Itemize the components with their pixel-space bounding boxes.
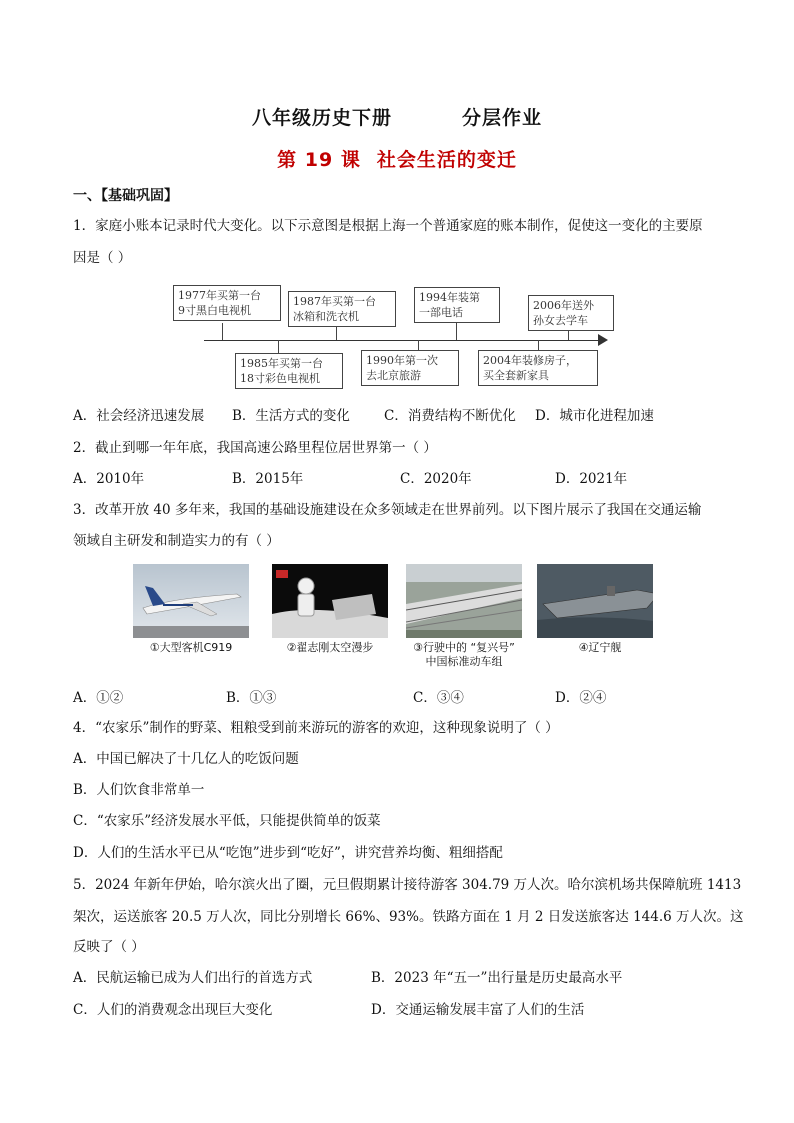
q3-stem-line2: 领域自主研发和制造实力的有（ ） bbox=[73, 533, 280, 549]
timeline-event-1987 bbox=[288, 291, 396, 327]
q4-stem: 4．“农家乐”制作的野菜、粗粮受到前来游玩的游客的欢迎，这种现象说明了（ ） bbox=[73, 720, 559, 736]
q1-option-a: A．社会经济迅速发展 bbox=[73, 408, 205, 424]
event-text: 一部电话 bbox=[419, 306, 463, 319]
lesson-title: 社会生活的变迁 bbox=[376, 149, 517, 171]
event-text: 买全套新家具 bbox=[483, 369, 549, 382]
caption-text: ②翟志刚太空漫步 bbox=[286, 641, 374, 654]
q1-stem-line2: 因是（ ） bbox=[73, 250, 132, 266]
train-image bbox=[406, 564, 522, 638]
title-type: 分层作业 bbox=[462, 107, 543, 129]
q3-option-a: A．①② bbox=[73, 690, 124, 706]
q2-option-c: C．2020年 bbox=[400, 471, 472, 487]
q5-stem-line2: 架次，运送旅客 20.5 万人次，同比分别增长 66%、93%。铁路方面在 1 月 2 日发送旅客达 144.6 万人次。这 bbox=[73, 909, 744, 925]
caption-text: ④辽宁舰 bbox=[578, 641, 622, 654]
q1-stem-line1: 1．家庭小账本记录时代大变化。以下示意图是根据上海一个普通家庭的账本制作，促使这一变化的主要原 bbox=[73, 218, 703, 234]
event-text: 2006年送外 bbox=[533, 299, 594, 312]
caption-c919 bbox=[133, 641, 249, 655]
q2-option-a: A．2010年 bbox=[73, 471, 145, 487]
timeline-tick bbox=[456, 321, 457, 340]
timeline-tick bbox=[222, 323, 223, 340]
event-text: 1987年买第一台 bbox=[293, 295, 376, 308]
lesson-heading bbox=[0, 145, 794, 172]
timeline-axis bbox=[204, 340, 604, 341]
title-subject: 八年级历史下册 bbox=[251, 107, 392, 129]
q1-option-b: B．生活方式的变化 bbox=[232, 408, 350, 424]
q5-option-b: B．2023 年“五一”出行量是历史最高水平 bbox=[371, 970, 623, 986]
photo-liaoning-carrier bbox=[537, 564, 653, 638]
q2-option-b: B．2015年 bbox=[232, 471, 304, 487]
spacewalk-image bbox=[272, 564, 388, 638]
q4-option-b: B．人们饮食非常单一 bbox=[73, 782, 205, 798]
timeline-event-1977 bbox=[173, 285, 281, 321]
timeline-event-2004 bbox=[478, 350, 598, 386]
event-text: 冰箱和洗衣机 bbox=[293, 310, 359, 323]
event-text: 18寸彩色电视机 bbox=[240, 372, 320, 385]
q5-stem-line1: 5．2024 年新年伊始，哈尔滨火出了圈，元旦假期累计接待游客 304.79 万人次。哈尔滨机场共保障航班 1413 bbox=[73, 877, 742, 893]
timeline-tick bbox=[538, 340, 539, 350]
caption-text: 中国标准动车组 bbox=[425, 655, 503, 668]
q1-option-c: C．消费结构不断优化 bbox=[384, 408, 516, 424]
timeline-tick bbox=[418, 340, 419, 350]
event-text: 2004年装修房子， bbox=[483, 354, 577, 367]
q3-stem-line1: 3．改革开放 40 多年来，我国的基础设施建设在众多领域走在世界前列。以下图片展示了我国在交通运输 bbox=[73, 502, 702, 518]
event-text: 1985年买第一台 bbox=[240, 357, 323, 370]
timeline-event-1990 bbox=[361, 350, 459, 386]
aircraft-carrier-image bbox=[537, 564, 653, 638]
worksheet-title bbox=[0, 103, 794, 130]
q2-option-d: D．2021年 bbox=[555, 471, 628, 487]
event-text: 9寸黑白电视机 bbox=[178, 304, 251, 317]
caption-fuxing bbox=[396, 641, 532, 669]
section-label: 一、【基础巩固】 bbox=[73, 188, 178, 204]
timeline-event-1985 bbox=[235, 353, 343, 389]
caption-text: ①大型客机C919 bbox=[149, 641, 233, 654]
timeline-event-2006 bbox=[528, 295, 614, 331]
q1-option-d: D．城市化进程加速 bbox=[535, 408, 654, 424]
caption-spacewalk bbox=[266, 641, 394, 655]
timeline-tick bbox=[336, 325, 337, 340]
q5-option-c: C．人们的消费观念出现巨大变化 bbox=[73, 1002, 273, 1018]
q4-option-d: D．人们的生活水平已从“吃饱”进步到“吃好”，讲究营养均衡、粗细搭配 bbox=[73, 845, 503, 861]
event-text: 1977年买第一台 bbox=[178, 289, 261, 302]
event-text: 孙女去学车 bbox=[533, 314, 588, 327]
timeline-tick bbox=[278, 340, 279, 353]
timeline-event-1994 bbox=[414, 287, 500, 323]
q3-option-b: B．①③ bbox=[226, 690, 277, 706]
q5-stem-line3: 反映了（ ） bbox=[73, 939, 145, 955]
q3-option-c: C．③④ bbox=[413, 690, 464, 706]
photo-c919-airliner bbox=[133, 564, 249, 638]
photo-fuxing-train bbox=[406, 564, 522, 638]
event-text: 1994年装第 bbox=[419, 291, 480, 304]
q2-stem: 2．截止到哪一年年底，我国高速公路里程位居世界第一（ ） bbox=[73, 440, 437, 456]
event-text: 去北京旅游 bbox=[366, 369, 421, 382]
q1-timeline-figure bbox=[168, 283, 608, 391]
q5-option-a: A．民航运输已成为人们出行的首选方式 bbox=[73, 970, 313, 986]
lesson-number: 第 19 课 bbox=[277, 149, 361, 171]
caption-text: ③行驶中的 “复兴号” bbox=[413, 641, 515, 654]
q4-option-c: C．“农家乐”经济发展水平低，只能提供简单的饭菜 bbox=[73, 813, 381, 829]
event-text: 1990年第一次 bbox=[366, 354, 438, 367]
timeline-arrow bbox=[598, 334, 608, 346]
q4-option-a: A．中国已解决了十几亿人的吃饭问题 bbox=[73, 751, 299, 767]
photo-spacewalk bbox=[272, 564, 388, 638]
q3-option-d: D．②④ bbox=[555, 690, 607, 706]
airplane-image bbox=[133, 564, 249, 638]
caption-liaoning bbox=[545, 641, 655, 655]
q5-option-d: D．交通运输发展丰富了人们的生活 bbox=[371, 1002, 585, 1018]
